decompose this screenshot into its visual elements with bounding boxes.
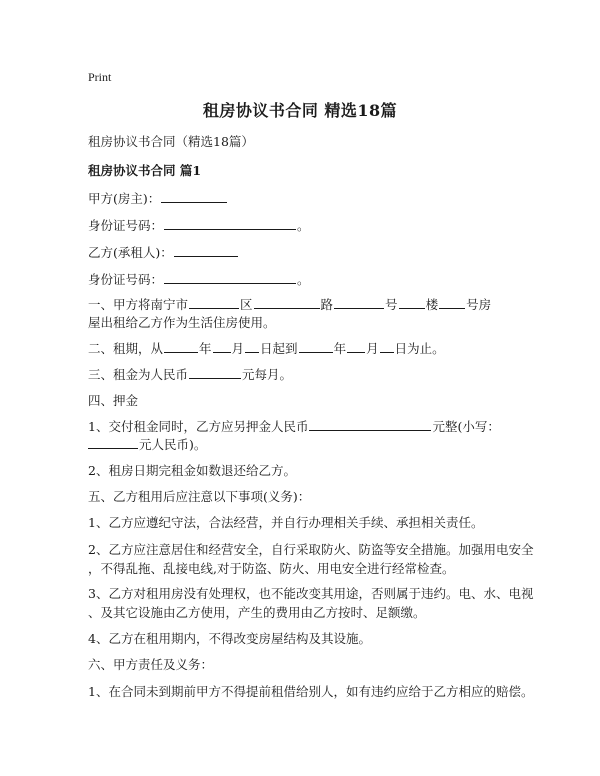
clause-5-title: 五、乙方租用后应注意以下事项(义务)： <box>88 489 311 504</box>
clause-2-text-7: 日为止。 <box>394 341 445 356</box>
road-blank[interactable] <box>334 296 384 309</box>
id-number-a-line <box>88 217 310 235</box>
clause-1-text-3: 路 <box>320 297 334 312</box>
clause-5-4: 4、乙方在租用期内，不得改变房屋结构及其设施。 <box>88 631 371 646</box>
clause-2-line <box>88 340 445 358</box>
clause-2-text-6: 月 <box>366 341 379 356</box>
clause-4-1-text-1: 1、交付租金同时，乙方应另押金人民币 <box>88 419 309 434</box>
clause-4-1-text-3: 元人民币)。 <box>139 437 207 452</box>
id-number-b-suffix: 。 <box>297 272 310 287</box>
clause-5-2a: 2、乙方应注意居住和经营安全，自行采取防火、防盗等安全措施。加强用电安全 <box>88 542 534 557</box>
clause-5-2b: ，不得乱拖、乱接电线,对于防盗、防火、用电安全进行经常检查。 <box>88 561 455 576</box>
clause-3-text-1: 三、租金为人民币 <box>88 367 189 382</box>
clause-1-text-5: 楼 <box>425 297 439 312</box>
party-a-line <box>88 190 228 208</box>
party-b-blank[interactable] <box>174 244 238 257</box>
clause-3-text-2: 元每月。 <box>242 367 293 382</box>
clause-1-text-6: 号房 <box>466 297 492 312</box>
clause-4-title: 四、押金 <box>88 393 139 408</box>
id-number-a-blank[interactable] <box>164 217 296 230</box>
clause-5-3b: 、及其它设施由乙方使用，产生的费用由乙方按时、足额缴。 <box>88 605 426 620</box>
id-number-a-label: 身份证号码： <box>88 218 164 233</box>
deposit-lowercase-blank[interactable] <box>88 436 138 449</box>
start-month-blank[interactable] <box>213 340 231 353</box>
party-a-blank[interactable] <box>161 190 227 203</box>
clause-2-text-3: 月 <box>231 341 245 356</box>
clause-4-2: 2、租房日期完租金如数退还给乙方。 <box>88 463 296 478</box>
end-year-blank[interactable] <box>299 340 333 353</box>
district-blank[interactable] <box>254 296 320 309</box>
clause-1-text-1: 一、甲方将南宁市 <box>88 297 189 312</box>
clause-3-line <box>88 366 292 384</box>
clause-1-text-2: 区 <box>240 297 253 312</box>
deposit-blank[interactable] <box>309 418 431 431</box>
id-number-a-suffix: 。 <box>297 218 310 233</box>
document-title: 租房协议书合同 精选18篇 <box>202 101 398 120</box>
clause-2-text-2: 年 <box>199 341 212 356</box>
section-title: 租房协议书合同 篇1 <box>88 163 202 178</box>
party-b-line <box>88 244 239 262</box>
id-number-b-blank[interactable] <box>164 271 296 284</box>
clause-5-1: 1、乙方应遵纪守法，合法经营，并自行办理相关手续、承担相关责任。 <box>88 515 484 530</box>
print-link[interactable]: Print <box>88 70 112 84</box>
id-number-b-line <box>88 271 310 289</box>
clause-1-cont: 屋出租给乙方作为生活住房使用。 <box>88 315 276 330</box>
clause-2-text-4: 日起到 <box>260 341 298 356</box>
clause-2-text-5: 年 <box>333 341 347 356</box>
end-month-blank[interactable] <box>347 340 365 353</box>
end-day-blank[interactable] <box>380 340 394 353</box>
clause-5-3a: 3、乙方对租用房没有处理权，也不能改变其用途，否则属于违约。电、水、电视 <box>88 586 534 601</box>
city-blank[interactable] <box>189 296 239 309</box>
document-subtitle: 租房协议书合同（精选18篇） <box>88 134 254 149</box>
building-blank[interactable] <box>439 296 465 309</box>
id-number-b-label: 身份证号码： <box>88 272 164 287</box>
number-blank[interactable] <box>399 296 425 309</box>
clause-4-1-line <box>88 418 500 436</box>
party-a-label: 甲方(房主)： <box>88 191 161 206</box>
clause-1-line <box>88 296 491 314</box>
start-day-blank[interactable] <box>245 340 259 353</box>
rent-blank[interactable] <box>189 366 241 379</box>
clause-2-text-1: 二、租期，从 <box>88 341 164 356</box>
clause-4-1-cont <box>88 436 206 454</box>
start-year-blank[interactable] <box>164 340 198 353</box>
clause-6-1: 1、在合同未到期前甲方不得提前租借给别人，如有违约应给于乙方相应的赔偿。 <box>88 684 534 699</box>
clause-1-text-4: 号 <box>385 297 398 312</box>
clause-4-1-text-2: 元整(小写： <box>432 419 500 434</box>
party-b-label: 乙方(承租人)： <box>88 245 173 260</box>
clause-6-title: 六、甲方责任及义务： <box>88 657 214 672</box>
